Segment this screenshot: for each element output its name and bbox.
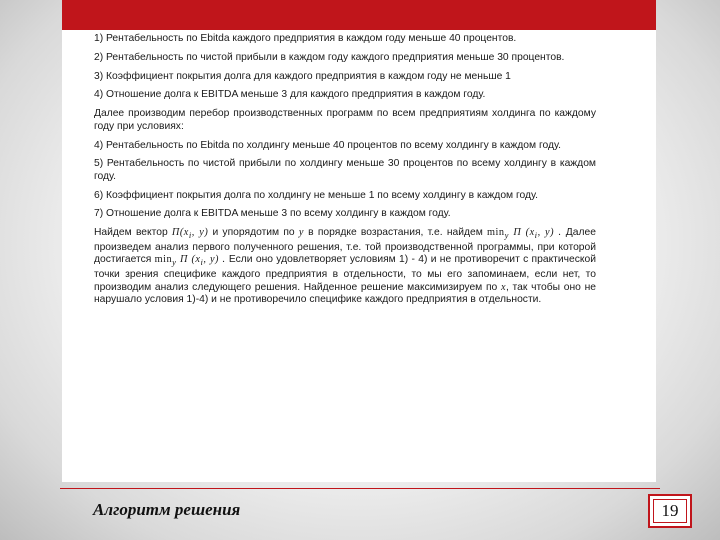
paragraph-condition-1: 1) Рентабельность по Ebitda каждого предприятия в каждом году меньше 40 процентов. bbox=[94, 33, 517, 44]
paragraph-holding-condition-6: 6) Коэффициент покрытия долга по холдингу не меньше 1 по всему холдингу в каждом году. bbox=[94, 189, 539, 201]
top-accent-bar bbox=[62, 0, 656, 30]
paragraph-algorithm bbox=[94, 227, 596, 307]
algorithm-text-5: Если оно удовлетворяет условиям 1) - 4) и не противоречит с практической точки зрения специфике каждого предприятия в отдельности, то мы его запоминаем, если нет, то производим анализ следующего решения. Найденное решение максимизируем по bbox=[94, 254, 596, 293]
paragraph-condition-2: 2) Рентабельность по чистой прибыли в каждом году каждого предприятия меньше 30 процентов. bbox=[94, 51, 565, 63]
algorithm-text-6: , так чтобы оно не нарушало условия 1)-4) и не противоречило специфике каждого предприятия в отдельности. bbox=[94, 281, 596, 306]
document-text bbox=[94, 33, 596, 313]
algorithm-text-4: Далее произведем анализ первого полученного решения, т.е. той производственной программы, при которой достигается bbox=[94, 227, 596, 266]
formula-y: y bbox=[298, 227, 304, 239]
paragraph-holding-intro: Далее производим перебор производственных программ по всем предприятиям холдинга по каждому году при условиях: bbox=[94, 108, 596, 132]
algorithm-text-1: Найдем вектор bbox=[94, 227, 168, 239]
algorithm-text-3: в порядке возрастания, т.е. найдем bbox=[308, 227, 483, 239]
formula-x: x bbox=[500, 281, 507, 293]
formula-min-pi-2: $\min_y \Pi$ ($x_i$, y) . bbox=[154, 254, 226, 268]
paragraph-condition-3: 3) Коэффициент покрытия долга для каждого предприятия в каждом году не меньше 1 bbox=[94, 70, 511, 82]
paragraph-holding-condition-7: 7) Отношение долга к EBITDA меньше 3 по всему холдингу в каждом году. bbox=[94, 208, 451, 220]
formula-min-pi-1: $\min_y \Pi$ ($x_i$, y) . bbox=[487, 227, 562, 241]
paragraph-condition-4: 4) Отношение долга к EBITDA меньше 3 для каждого предприятия в каждом году. bbox=[94, 89, 486, 101]
footer-divider bbox=[60, 488, 660, 489]
formula-pi-vector: $\Pi(x_i$, y) bbox=[171, 227, 209, 241]
page-number: 19 bbox=[661, 501, 679, 520]
algorithm-text-2: и упорядотим по bbox=[212, 227, 295, 239]
paragraph-holding-condition-4: 4) Рентабельность по Ebitda по холдингу меньше 40 процентов по всему холдингу в каждом году. bbox=[94, 139, 561, 151]
slide-title: Алгоритм решения bbox=[93, 500, 241, 519]
paragraph-holding-condition-5: 5) Рентабельность по чистой прибыли по холдингу меньше 30 процентов по всему холдингу в каждом году. bbox=[94, 158, 596, 182]
page-number-box bbox=[648, 494, 692, 528]
